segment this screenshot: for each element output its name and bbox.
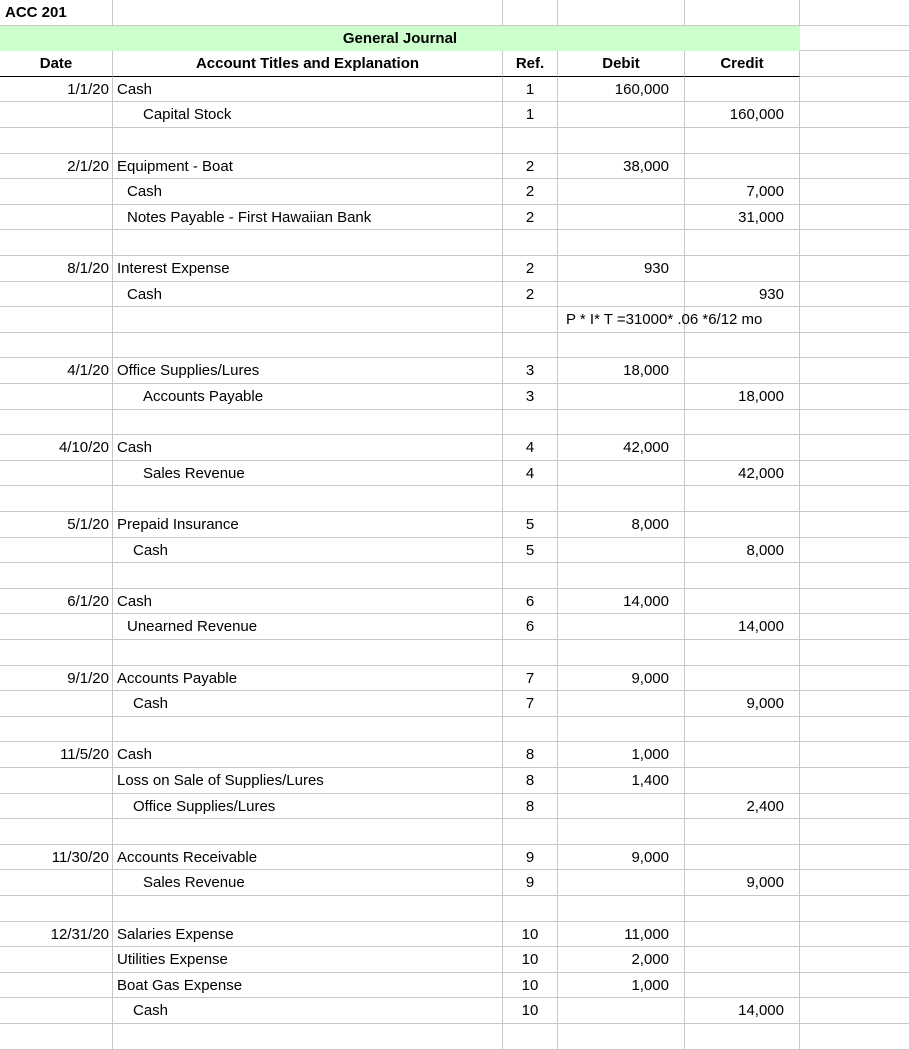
entry-account[interactable]: Equipment - Boat: [113, 154, 503, 180]
cell[interactable]: [800, 794, 909, 820]
entry-account[interactable]: Accounts Receivable: [113, 845, 503, 871]
entry-credit[interactable]: [685, 512, 800, 538]
cell[interactable]: [800, 0, 909, 26]
cell[interactable]: [800, 973, 909, 999]
entry-ref[interactable]: 6: [503, 614, 558, 640]
cell[interactable]: [800, 640, 909, 666]
entry-debit[interactable]: [558, 614, 685, 640]
entry-debit[interactable]: [558, 538, 685, 564]
entry-account[interactable]: Cash: [113, 742, 503, 768]
entry-date[interactable]: 1/1/20: [0, 77, 113, 103]
cell[interactable]: [0, 819, 113, 845]
cell[interactable]: [0, 128, 113, 154]
cell[interactable]: [113, 307, 503, 333]
entry-debit[interactable]: 1,000: [558, 742, 685, 768]
cell[interactable]: [800, 896, 909, 922]
entry-account[interactable]: Accounts Payable: [113, 384, 503, 410]
entry-ref[interactable]: 2: [503, 205, 558, 231]
cell[interactable]: [0, 1024, 113, 1050]
entry-credit[interactable]: 18,000: [685, 384, 800, 410]
cell[interactable]: [558, 640, 685, 666]
entry-account[interactable]: Accounts Payable: [113, 666, 503, 692]
entry-ref[interactable]: 8: [503, 794, 558, 820]
entry-ref[interactable]: 4: [503, 435, 558, 461]
entry-credit[interactable]: 2,400: [685, 794, 800, 820]
entry-ref[interactable]: 8: [503, 742, 558, 768]
table-row: [0, 973, 909, 999]
cell[interactable]: [113, 896, 503, 922]
cell[interactable]: [800, 307, 909, 333]
entry-account[interactable]: Office Supplies/Lures: [113, 358, 503, 384]
cell[interactable]: [503, 717, 558, 743]
blank-row: [0, 128, 909, 154]
cell[interactable]: [503, 333, 558, 359]
table-row: [0, 282, 909, 308]
cell[interactable]: [685, 486, 800, 512]
entry-date[interactable]: [0, 691, 113, 717]
entry-account[interactable]: Notes Payable - First Hawaiian Bank: [113, 205, 503, 231]
course-title[interactable]: ACC 201: [0, 0, 113, 26]
cell[interactable]: [800, 486, 909, 512]
table-row: [0, 691, 909, 717]
cell[interactable]: [800, 282, 909, 308]
header-account[interactable]: Account Titles and Explanation: [113, 51, 503, 77]
cell[interactable]: [800, 538, 909, 564]
entry-ref[interactable]: 5: [503, 538, 558, 564]
cell[interactable]: [800, 947, 909, 973]
cell[interactable]: [800, 512, 909, 538]
cell[interactable]: [685, 640, 800, 666]
entry-date[interactable]: [0, 947, 113, 973]
cell[interactable]: [558, 128, 685, 154]
cell[interactable]: [685, 819, 800, 845]
cell[interactable]: [800, 998, 909, 1024]
entry-date[interactable]: [0, 614, 113, 640]
table-row: [0, 538, 909, 564]
entry-credit[interactable]: 14,000: [685, 614, 800, 640]
entry-credit[interactable]: 42,000: [685, 461, 800, 487]
entry-date[interactable]: 2/1/20: [0, 154, 113, 180]
entry-date[interactable]: 12/31/20: [0, 922, 113, 948]
entry-account[interactable]: Salaries Expense: [113, 922, 503, 948]
blank-row: [0, 717, 909, 743]
cell[interactable]: [800, 691, 909, 717]
entry-date[interactable]: [0, 102, 113, 128]
cell[interactable]: [800, 256, 909, 282]
cell[interactable]: [800, 179, 909, 205]
cell[interactable]: [503, 307, 558, 333]
cell[interactable]: [800, 717, 909, 743]
entry-credit[interactable]: [685, 77, 800, 103]
entry-credit[interactable]: [685, 435, 800, 461]
entry-debit[interactable]: [558, 384, 685, 410]
entry-ref[interactable]: 8: [503, 768, 558, 794]
cell[interactable]: [503, 640, 558, 666]
entry-debit[interactable]: 18,000: [558, 358, 685, 384]
cell[interactable]: [800, 333, 909, 359]
cell[interactable]: [0, 563, 113, 589]
entry-credit[interactable]: [685, 845, 800, 871]
cell[interactable]: [0, 230, 113, 256]
entry-credit[interactable]: 14,000: [685, 998, 800, 1024]
entry-debit[interactable]: [558, 282, 685, 308]
cell[interactable]: [503, 0, 558, 26]
table-row: [0, 102, 909, 128]
entry-account[interactable]: Utilities Expense: [113, 947, 503, 973]
entry-debit[interactable]: [558, 461, 685, 487]
entry-date[interactable]: 11/30/20: [0, 845, 113, 871]
cell[interactable]: [113, 230, 503, 256]
cell[interactable]: [503, 896, 558, 922]
cell[interactable]: [800, 461, 909, 487]
entry-date[interactable]: [0, 870, 113, 896]
entry-credit[interactable]: 7,000: [685, 179, 800, 205]
entry-debit[interactable]: 930: [558, 256, 685, 282]
table-row: [0, 384, 909, 410]
table-row: [0, 435, 909, 461]
entry-date[interactable]: [0, 768, 113, 794]
table-row: [0, 794, 909, 820]
table-row: [0, 256, 909, 282]
header-ref[interactable]: Ref.: [503, 51, 558, 77]
entry-debit[interactable]: [558, 205, 685, 231]
blank-row: [0, 896, 909, 922]
entry-ref[interactable]: 9: [503, 870, 558, 896]
entry-credit[interactable]: [685, 256, 800, 282]
entry-debit[interactable]: 1,000: [558, 973, 685, 999]
entry-date[interactable]: [0, 461, 113, 487]
entry-debit[interactable]: 9,000: [558, 845, 685, 871]
entry-date[interactable]: [0, 205, 113, 231]
interest-calculation-note: P * I* T =31000* .06 *6/12 mo: [566, 311, 763, 329]
entry-ref[interactable]: 5: [503, 512, 558, 538]
cell[interactable]: [800, 26, 909, 52]
cell[interactable]: [800, 614, 909, 640]
entry-debit[interactable]: [558, 998, 685, 1024]
cell[interactable]: [800, 77, 909, 103]
entry-account[interactable]: Unearned Revenue: [113, 614, 503, 640]
entry-ref[interactable]: 2: [503, 256, 558, 282]
cell[interactable]: [800, 742, 909, 768]
cell[interactable]: [0, 717, 113, 743]
entry-account[interactable]: Interest Expense: [113, 256, 503, 282]
entry-debit[interactable]: 14,000: [558, 589, 685, 615]
cell[interactable]: [685, 410, 800, 436]
entry-credit[interactable]: [685, 666, 800, 692]
entry-credit[interactable]: 31,000: [685, 205, 800, 231]
entry-account[interactable]: Cash: [113, 435, 503, 461]
table-row: [0, 845, 909, 871]
cell[interactable]: [800, 589, 909, 615]
journal-title[interactable]: General Journal: [342, 29, 458, 47]
entry-ref[interactable]: 3: [503, 358, 558, 384]
cell[interactable]: [113, 333, 503, 359]
entry-credit[interactable]: [685, 922, 800, 948]
cell[interactable]: [558, 230, 685, 256]
entry-date[interactable]: [0, 538, 113, 564]
blank-row: [0, 563, 909, 589]
entry-date[interactable]: [0, 179, 113, 205]
cell[interactable]: [0, 640, 113, 666]
entry-credit[interactable]: 8,000: [685, 538, 800, 564]
cell[interactable]: [800, 410, 909, 436]
cell[interactable]: [800, 845, 909, 871]
cell[interactable]: [558, 0, 685, 26]
table-row: [0, 614, 909, 640]
cell[interactable]: [800, 768, 909, 794]
cell[interactable]: [685, 717, 800, 743]
table-row: [0, 589, 909, 615]
entry-credit[interactable]: [685, 947, 800, 973]
blank-row: [0, 819, 909, 845]
cell[interactable]: [558, 717, 685, 743]
cell[interactable]: [113, 486, 503, 512]
entry-credit[interactable]: 9,000: [685, 691, 800, 717]
cell[interactable]: [558, 563, 685, 589]
table-row: [0, 77, 909, 103]
entry-ref[interactable]: 10: [503, 998, 558, 1024]
blank-row: [0, 1024, 909, 1050]
entry-ref[interactable]: 9: [503, 845, 558, 871]
entry-ref[interactable]: 10: [503, 947, 558, 973]
entry-credit[interactable]: [685, 154, 800, 180]
entry-ref[interactable]: 10: [503, 922, 558, 948]
cell[interactable]: [800, 563, 909, 589]
cell[interactable]: [0, 486, 113, 512]
table-row: [0, 742, 909, 768]
blank-row: [0, 486, 909, 512]
cell[interactable]: [800, 51, 909, 77]
entry-debit[interactable]: [558, 870, 685, 896]
entry-ref[interactable]: 2: [503, 154, 558, 180]
row-headers: [0, 51, 909, 77]
cell[interactable]: [800, 870, 909, 896]
entry-date[interactable]: 9/1/20: [0, 666, 113, 692]
header-date[interactable]: Date: [0, 51, 113, 77]
entry-debit[interactable]: 11,000: [558, 922, 685, 948]
blank-row: [0, 410, 909, 436]
entry-account[interactable]: Cash: [113, 538, 503, 564]
cell[interactable]: [558, 819, 685, 845]
cell[interactable]: [800, 819, 909, 845]
entry-date[interactable]: 6/1/20: [0, 589, 113, 615]
cell[interactable]: [800, 230, 909, 256]
entry-credit[interactable]: [685, 973, 800, 999]
cell[interactable]: [503, 410, 558, 436]
entry-account[interactable]: Prepaid Insurance: [113, 512, 503, 538]
entry-ref[interactable]: 3: [503, 384, 558, 410]
cell[interactable]: [685, 128, 800, 154]
cell[interactable]: [113, 563, 503, 589]
cell[interactable]: [113, 1024, 503, 1050]
cell[interactable]: [113, 640, 503, 666]
entry-debit[interactable]: 8,000: [558, 512, 685, 538]
entry-date[interactable]: 4/10/20: [0, 435, 113, 461]
entry-debit[interactable]: [558, 179, 685, 205]
table-row: [0, 358, 909, 384]
cell[interactable]: [503, 230, 558, 256]
entry-ref[interactable]: 4: [503, 461, 558, 487]
cell[interactable]: [800, 666, 909, 692]
cell[interactable]: [800, 922, 909, 948]
entry-date[interactable]: 5/1/20: [0, 512, 113, 538]
cell[interactable]: [800, 205, 909, 231]
cell[interactable]: [113, 128, 503, 154]
table-row: [0, 461, 909, 487]
entry-ref[interactable]: 6: [503, 589, 558, 615]
entry-date[interactable]: 4/1/20: [0, 358, 113, 384]
entry-ref[interactable]: 2: [503, 282, 558, 308]
entry-ref[interactable]: 1: [503, 102, 558, 128]
entry-account[interactable]: Office Supplies/Lures: [113, 794, 503, 820]
cell[interactable]: [800, 1024, 909, 1050]
cell[interactable]: [503, 563, 558, 589]
blank-row: [0, 333, 909, 359]
cell[interactable]: [685, 230, 800, 256]
cell[interactable]: [113, 0, 503, 26]
cell[interactable]: [558, 333, 685, 359]
entry-debit[interactable]: 160,000: [558, 77, 685, 103]
blank-row: [0, 230, 909, 256]
cell[interactable]: [685, 0, 800, 26]
row-course: [0, 0, 909, 26]
cell[interactable]: [685, 563, 800, 589]
entry-date[interactable]: [0, 998, 113, 1024]
entry-debit[interactable]: 38,000: [558, 154, 685, 180]
cell[interactable]: [558, 1024, 685, 1050]
table-row: [0, 768, 909, 794]
entry-credit[interactable]: 930: [685, 282, 800, 308]
cell[interactable]: [800, 384, 909, 410]
table-row: [0, 922, 909, 948]
entry-credit[interactable]: [685, 742, 800, 768]
entry-credit[interactable]: 9,000: [685, 870, 800, 896]
entry-debit[interactable]: 9,000: [558, 666, 685, 692]
table-row: [0, 998, 909, 1024]
entry-account[interactable]: Sales Revenue: [113, 870, 503, 896]
cell[interactable]: [800, 102, 909, 128]
cell[interactable]: [800, 128, 909, 154]
cell[interactable]: [558, 896, 685, 922]
cell[interactable]: [0, 333, 113, 359]
entry-debit[interactable]: [558, 102, 685, 128]
table-row: [0, 154, 909, 180]
entry-account[interactable]: Sales Revenue: [113, 461, 503, 487]
entry-date[interactable]: [0, 384, 113, 410]
cell[interactable]: [800, 154, 909, 180]
entry-credit[interactable]: [685, 589, 800, 615]
table-row: [0, 512, 909, 538]
cell[interactable]: [113, 819, 503, 845]
cell[interactable]: [685, 1024, 800, 1050]
entry-ref[interactable]: 2: [503, 179, 558, 205]
cell[interactable]: [0, 410, 113, 436]
entry-ref[interactable]: 7: [503, 691, 558, 717]
header-debit[interactable]: Debit: [558, 51, 685, 77]
cell[interactable]: [558, 486, 685, 512]
cell[interactable]: [0, 307, 113, 333]
table-row: [0, 947, 909, 973]
entry-debit[interactable]: 42,000: [558, 435, 685, 461]
entry-account[interactable]: Loss on Sale of Supplies/Lures: [113, 768, 503, 794]
cell[interactable]: [800, 435, 909, 461]
entry-account[interactable]: Cash: [113, 282, 503, 308]
cell[interactable]: [503, 1024, 558, 1050]
entry-account[interactable]: Cash: [113, 691, 503, 717]
table-row: [0, 870, 909, 896]
entry-account[interactable]: Cash: [113, 77, 503, 103]
cell[interactable]: [113, 410, 503, 436]
cell[interactable]: [685, 333, 800, 359]
entry-ref[interactable]: 7: [503, 666, 558, 692]
table-row: [0, 205, 909, 231]
entry-date[interactable]: 11/5/20: [0, 742, 113, 768]
cell[interactable]: [0, 896, 113, 922]
entry-date[interactable]: [0, 794, 113, 820]
entry-debit[interactable]: 2,000: [558, 947, 685, 973]
entry-account[interactable]: Boat Gas Expense: [113, 973, 503, 999]
entry-date[interactable]: [0, 973, 113, 999]
entry-ref[interactable]: 1: [503, 77, 558, 103]
entry-credit[interactable]: [685, 768, 800, 794]
cell[interactable]: [685, 896, 800, 922]
entry-debit[interactable]: [558, 794, 685, 820]
table-row: [0, 666, 909, 692]
cell[interactable]: [558, 410, 685, 436]
cell[interactable]: [800, 358, 909, 384]
entry-account[interactable]: Cash: [113, 589, 503, 615]
cell[interactable]: [113, 717, 503, 743]
table-row: [0, 179, 909, 205]
entry-date[interactable]: [0, 282, 113, 308]
cell[interactable]: [503, 486, 558, 512]
entry-account[interactable]: Capital Stock: [113, 102, 503, 128]
header-credit[interactable]: Credit: [685, 51, 800, 77]
entry-account[interactable]: Cash: [113, 998, 503, 1024]
entry-date[interactable]: 8/1/20: [0, 256, 113, 282]
entry-ref[interactable]: 10: [503, 973, 558, 999]
entry-debit[interactable]: [558, 691, 685, 717]
entry-account[interactable]: Cash: [113, 179, 503, 205]
entry-credit[interactable]: 160,000: [685, 102, 800, 128]
entry-debit[interactable]: 1,400: [558, 768, 685, 794]
blank-row: [0, 640, 909, 666]
entry-credit[interactable]: [685, 358, 800, 384]
cell[interactable]: [503, 128, 558, 154]
note-row: [0, 307, 909, 333]
cell[interactable]: [503, 819, 558, 845]
